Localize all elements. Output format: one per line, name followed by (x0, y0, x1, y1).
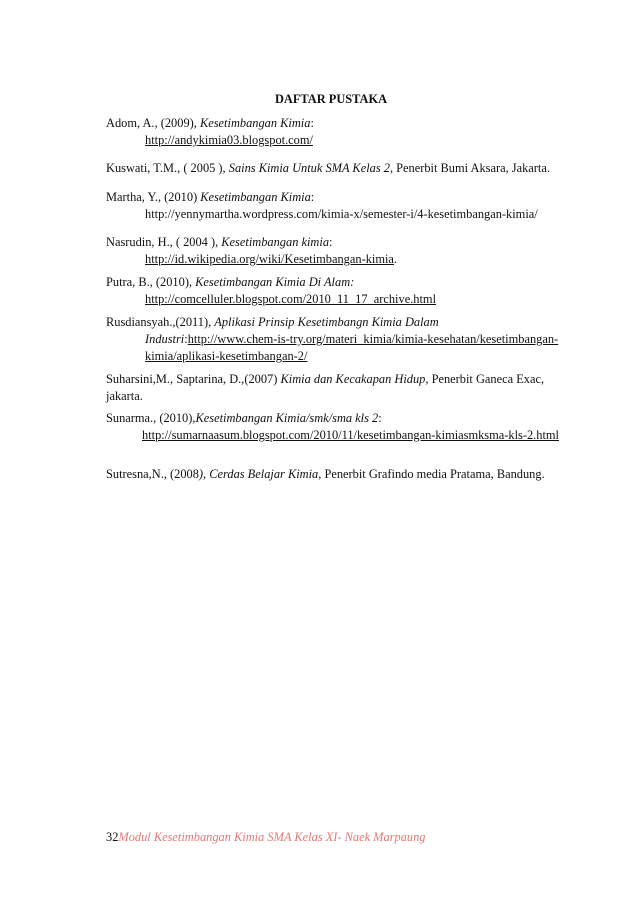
ref-publisher: , Penerbit Bumi Aksara, Jakarta. (389, 161, 550, 175)
reference-suharsini (106, 371, 586, 405)
ref-publisher: , Penerbit Grafindo media Pratama, Bandung. (318, 467, 545, 481)
reference-adom (106, 115, 586, 149)
ref-work: Kesetimbangan Kimia/smk/sma kls 2 (195, 411, 379, 425)
ref-work: Kesetimbangan Kimia (199, 116, 311, 130)
ref-author: Sutresna,N., (2008 (106, 467, 199, 481)
ref-sep: : (329, 235, 333, 249)
reference-kuswati (106, 160, 586, 177)
reference-martha (106, 189, 586, 223)
ref-sep: : (184, 332, 188, 346)
footer-text: Modul Kesetimbangan Kimia SMA Kelas XI- Naek Marpaung (118, 830, 426, 844)
page-title: DAFTAR PUSTAKA (274, 92, 388, 106)
ref-publisher-cont: jakarta. (106, 389, 143, 403)
ref-work: Kimia dan Kecakapan Hidup (280, 372, 426, 386)
ref-link[interactable]: http://yennymartha.wordpress.com/kimia-x/semester-i/4-kesetimbangan-kimia/ (145, 207, 538, 221)
ref-work: Sains Kimia Untuk SMA Kelas 2 (228, 161, 390, 175)
ref-author: Adom, A., (2009), (106, 116, 200, 130)
ref-author: Putra, B., (2010), (106, 275, 196, 289)
ref-link[interactable]: http://sumarnaasum.blogspot.com/2010/11/kesetimbangan-kimiasmksma-kls-2.html (142, 428, 559, 442)
page-number: 32 (106, 830, 119, 844)
reference-sutresna (106, 466, 586, 483)
ref-link-cont[interactable]: kimia/aplikasi-kesetimbangan-2/ (145, 349, 308, 363)
ref-work-cont: Industri (145, 332, 185, 346)
ref-publisher: , Penerbit Ganeca Exac, (425, 372, 545, 386)
ref-sep: : (310, 190, 315, 204)
ref-work: ), Cerdas Belajar Kimia (198, 467, 319, 481)
ref-end: . (393, 252, 398, 266)
ref-author: Rusdiansyah.,(2011), (106, 315, 215, 329)
reference-putra (106, 274, 586, 308)
ref-author: Suharsini,M., Saptarina, D.,(2007) (106, 372, 281, 386)
ref-link[interactable]: http://id.wikipedia.org/wiki/Kesetimbangan-kimia (145, 252, 394, 266)
ref-work: Kesetimbangan Kimia Di Alam: (195, 275, 355, 289)
ref-sep: : (310, 116, 314, 130)
ref-author: Kuswati, T.M., ( 2005 ), (106, 161, 229, 175)
page-footer (106, 829, 426, 846)
ref-author: Martha, Y., (2010) (106, 190, 201, 204)
ref-work: Aplikasi Prinsip Kesetimbangn Kimia Dalam (214, 315, 439, 329)
ref-author: Sunarma., (2010), (106, 411, 196, 425)
reference-rusdiansyah (106, 314, 586, 365)
ref-link[interactable]: http://comcelluler.blogspot.com/2010_11_17_archive.html (145, 292, 437, 306)
reference-sunarma (106, 410, 586, 444)
ref-link[interactable]: http://www.chem-is-try.org/materi_kimia/kimia-kesehatan/kesetimbangan- (187, 332, 559, 346)
ref-author: Nasrudin, H., ( 2004 ), (106, 235, 222, 249)
ref-work: Kesetimbangan kimia (221, 235, 330, 249)
ref-work: Kesetimbangan Kimia (200, 190, 311, 204)
reference-nasrudin (106, 234, 586, 268)
ref-link[interactable]: http://andykimia03.blogspot.com/ (145, 133, 313, 147)
ref-sep: : (378, 411, 382, 425)
